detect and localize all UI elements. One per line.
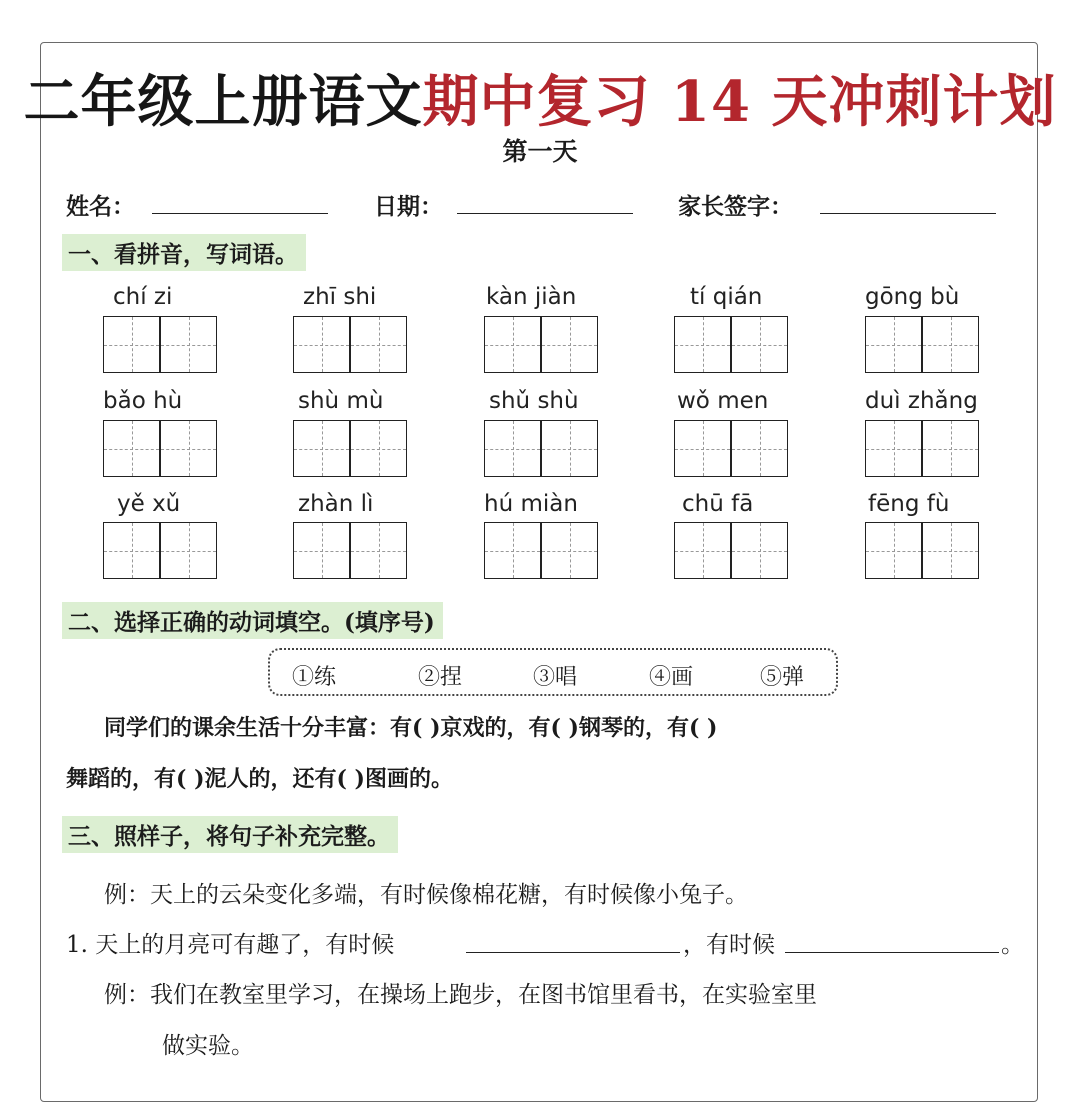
- writing-box[interactable]: [865, 522, 922, 579]
- option-item: ③唱: [533, 665, 578, 690]
- question-1-mid: ，有时候: [683, 932, 775, 958]
- writing-box[interactable]: [293, 316, 350, 373]
- pinyin-label: duì zhǎng: [865, 388, 978, 414]
- writing-box[interactable]: [484, 420, 541, 477]
- name-line[interactable]: [152, 213, 328, 214]
- writing-box[interactable]: [160, 420, 217, 477]
- writing-box[interactable]: [922, 420, 979, 477]
- answer-line[interactable]: [785, 952, 999, 953]
- writing-box[interactable]: [541, 420, 598, 477]
- pinyin-label: tí qián: [690, 284, 763, 310]
- pinyin-label: zhàn lì: [298, 491, 374, 517]
- pinyin-label: bǎo hù: [103, 388, 183, 414]
- name-label: 姓名：: [66, 193, 135, 220]
- option-item: ⑤弹: [760, 665, 805, 690]
- option-item: ④画: [649, 665, 694, 690]
- pinyin-label: yě xǔ: [117, 491, 181, 517]
- pinyin-label: shǔ shù: [489, 388, 579, 414]
- writing-box[interactable]: [350, 316, 407, 373]
- writing-box[interactable]: [541, 522, 598, 579]
- date-line[interactable]: [457, 213, 633, 214]
- parent-sign-label: 家长签字：: [678, 193, 793, 220]
- example-sentence-2: 例：我们在教室里学习，在操场上跑步，在图书馆里看书，在实验室里: [104, 982, 817, 1008]
- passage-line-1: 同学们的课余生活十分丰富：有( )京戏的，有( )钢琴的，有( ): [104, 715, 718, 741]
- writing-box[interactable]: [674, 316, 731, 373]
- date-label: 日期：: [374, 193, 443, 220]
- writing-box[interactable]: [160, 522, 217, 579]
- writing-box[interactable]: [350, 522, 407, 579]
- writing-box[interactable]: [731, 522, 788, 579]
- answer-line[interactable]: [466, 952, 680, 953]
- writing-box[interactable]: [865, 420, 922, 477]
- writing-box[interactable]: [484, 316, 541, 373]
- title-grade: 二年级上册语文: [23, 69, 423, 135]
- pinyin-label: shù mù: [298, 388, 384, 414]
- page-title: [0, 58, 1080, 138]
- option-item: ②捏: [418, 665, 463, 690]
- pinyin-label: fēng fù: [868, 491, 950, 517]
- pinyin-label: hú miàn: [484, 491, 578, 517]
- example-sentence-1: 例：天上的云朵变化多端，有时候像棉花糖，有时候像小兔子。: [104, 882, 748, 908]
- day-subtitle: 第一天: [502, 137, 578, 166]
- writing-box[interactable]: [731, 316, 788, 373]
- pinyin-label: chū fā: [682, 491, 754, 517]
- writing-box[interactable]: [922, 316, 979, 373]
- section-2-heading: 二、选择正确的动词填空。(填序号): [62, 602, 443, 639]
- pinyin-label: chí zi: [113, 284, 173, 310]
- writing-box[interactable]: [103, 522, 160, 579]
- parent-sign-line[interactable]: [820, 213, 996, 214]
- question-1-prefix: 1. 天上的月亮可有趣了，有时候: [66, 932, 395, 958]
- writing-box[interactable]: [484, 522, 541, 579]
- writing-box[interactable]: [293, 420, 350, 477]
- writing-box[interactable]: [293, 522, 350, 579]
- example-sentence-2-cont: 做实验。: [162, 1033, 254, 1059]
- title-plan: 期中复习 14 天冲刺计划: [422, 69, 1057, 135]
- writing-box[interactable]: [922, 522, 979, 579]
- pinyin-label: zhī shi: [303, 284, 377, 310]
- pinyin-label: gōng bù: [865, 284, 960, 310]
- writing-box[interactable]: [350, 420, 407, 477]
- writing-box[interactable]: [541, 316, 598, 373]
- writing-box[interactable]: [103, 420, 160, 477]
- section-3-heading: 三、照样子，将句子补充完整。: [62, 816, 398, 853]
- option-item: ①练: [292, 665, 337, 690]
- writing-box[interactable]: [865, 316, 922, 373]
- writing-box[interactable]: [674, 522, 731, 579]
- passage-line-2: 舞蹈的，有( )泥人的，还有( )图画的。: [66, 766, 453, 792]
- pinyin-label: wǒ men: [677, 388, 769, 414]
- writing-box[interactable]: [674, 420, 731, 477]
- pinyin-label: kàn jiàn: [486, 284, 577, 310]
- writing-box[interactable]: [103, 316, 160, 373]
- writing-box[interactable]: [731, 420, 788, 477]
- section-1-heading: 一、看拼音，写词语。: [62, 234, 306, 271]
- question-1-end: 。: [1001, 932, 1024, 958]
- writing-box[interactable]: [160, 316, 217, 373]
